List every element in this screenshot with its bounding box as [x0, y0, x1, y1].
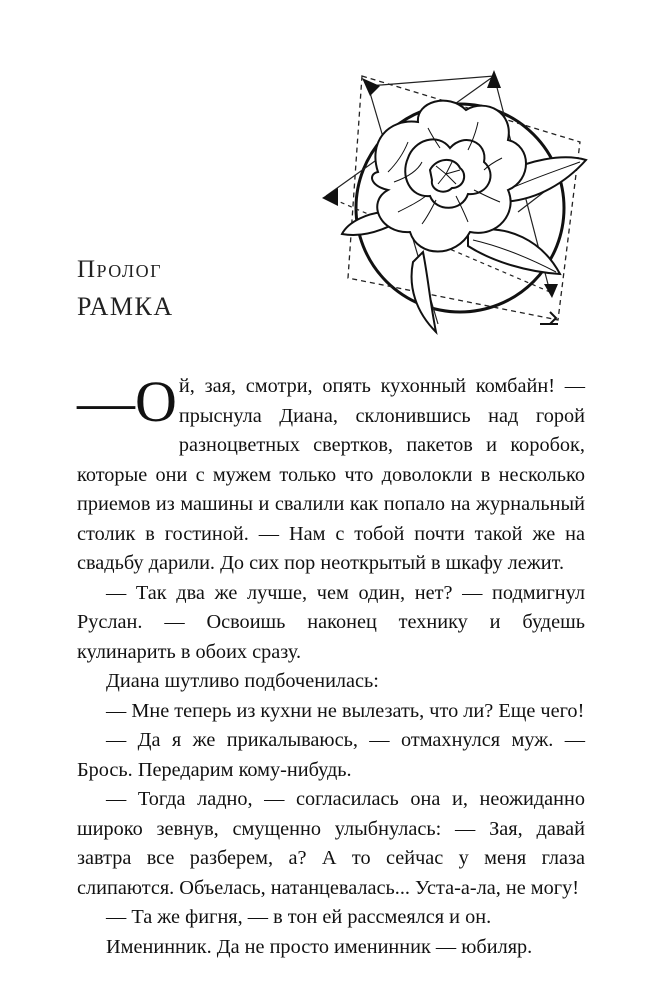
paragraph: — Тогда ладно, — согласилась она и, неожиданно широко зевнув, смущенно улыбнулась: — Зая, давай завтра все разберем, а? А то сейчас у меня глаза слипаются. Объелась, натанцевалась... Уста-а-ла, не могу!	[77, 788, 585, 899]
peony-flower	[372, 101, 526, 252]
chapter-label: Пролог	[77, 256, 163, 283]
paragraph: — Мне теперь из кухни не вылезать, что ли? Еще чего!	[106, 699, 585, 722]
paragraph: Именинник. Да не просто именинник — юбиляр.	[106, 935, 533, 958]
paragraph: — Так два же лучше, чем один, нет? — подмигнул Руслан. — Освоишь наконец технику и будешь кулинарить в обоих сразу.	[77, 581, 585, 663]
drop-cap	[77, 369, 177, 434]
paragraph-text: й, зая, смотри, опять кухонный комбайн! — прыснула Диана, склонившись над горой разноцветных свертков, пакетов и коробок, которые они с мужем только что доволокли в несколько приемов из машины и свалили как попало на журнальный столик в гостиной. — Нам с тобой почти такой же на свадьбу дарили. До сих пор неоткрытый в шкафу лежит.	[77, 375, 585, 574]
peony-geometric-illustration	[318, 62, 600, 344]
paragraph: Диана шутливо подбоченилась:	[106, 670, 379, 692]
paragraph: — Да я же прикалываюсь, — отмахнулся муж. — Брось. Передарим кому-нибудь.	[77, 729, 585, 781]
paragraph	[77, 369, 585, 579]
ornament-arrow	[544, 284, 558, 298]
chapter-title: РАМКА	[77, 292, 174, 321]
body-text	[77, 369, 585, 962]
ornament-arrow	[322, 188, 338, 206]
drop-cap-letter: О	[135, 369, 177, 434]
ornament-arrow	[362, 78, 380, 96]
paragraph: — Та же фигня, — в тон ей рассмеялся и он.	[106, 906, 492, 928]
leaf	[412, 252, 436, 332]
drop-cap-dash: —	[77, 369, 135, 434]
